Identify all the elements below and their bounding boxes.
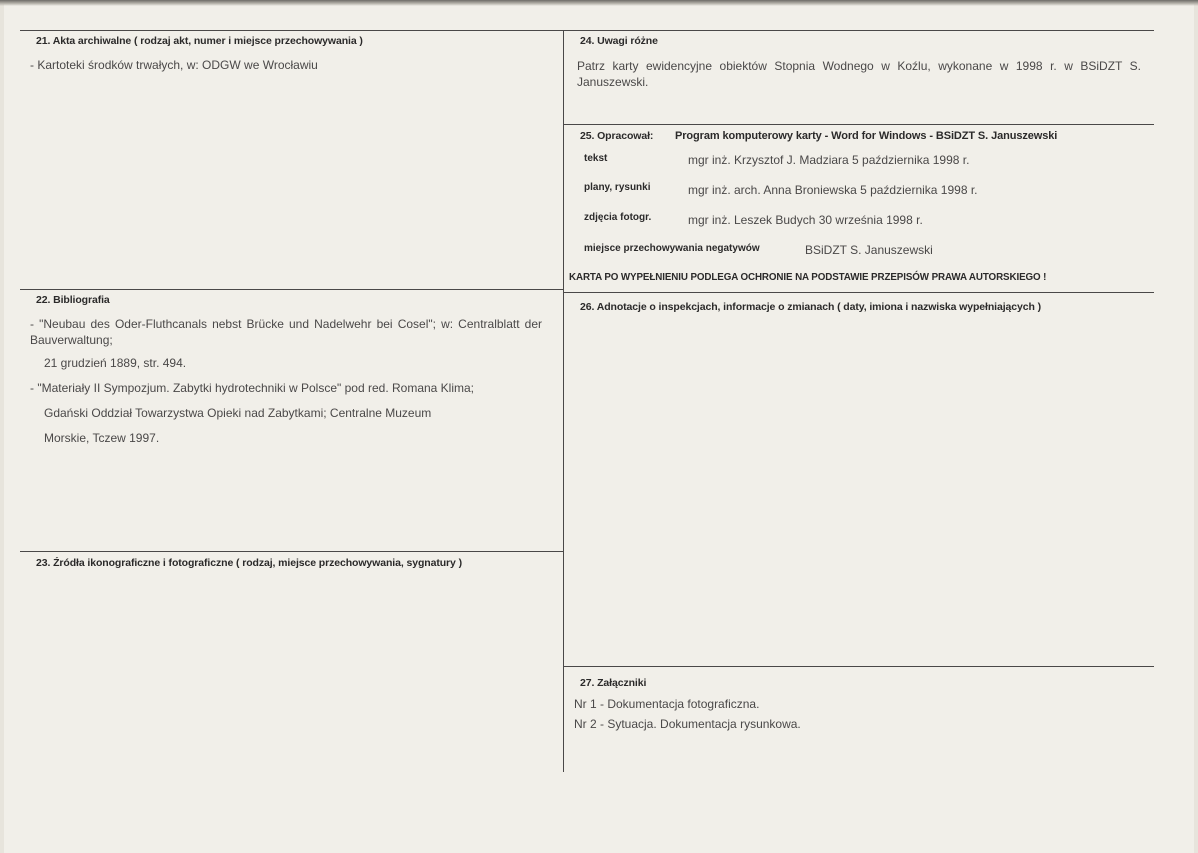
- section-24-header: 24. Uwagi różne: [580, 35, 658, 47]
- divider-21-22: [20, 289, 563, 290]
- author-value-text: mgr inż. Krzysztof J. Madziara 5 października 1998 r.: [688, 153, 970, 167]
- author-value-photos: mgr inż. Leszek Budych 30 września 1998 r.: [688, 213, 923, 227]
- section-27-header: 27. Załączniki: [580, 677, 647, 689]
- bibliography-item-1-date: 21 grudzień 1889, str. 494.: [44, 356, 187, 370]
- author-value-drawings: mgr inż. arch. Anna Broniewska 5 października 1998 r.: [688, 183, 978, 197]
- divider-22-23: [20, 551, 563, 552]
- divider-25-26: [563, 292, 1154, 293]
- section-25-header-value: Program komputerowy karty - Word for Windows - BSiDZT S. Januszewski: [675, 130, 1058, 142]
- section-21-header: 21. Akta archiwalne ( rodzaj akt, numer i miejsce przechowywania ): [36, 35, 363, 47]
- negatives-location-label: miejsce przechowywania negatywów: [584, 243, 760, 254]
- bibliography-item-2-publisher: Gdański Oddział Towarzystwa Opieki nad Zabytkami; Centralne Muzeum: [44, 406, 432, 420]
- author-label-text: tekst: [584, 153, 608, 164]
- attachment-1: Nr 1 - Dokumentacja fotograficzna.: [574, 697, 760, 711]
- copyright-notice: KARTA PO WYPEŁNIENIU PODLEGA OCHRONIE NA PODSTAWIE PRZEPISÓW PRAWA AUTORSKIEGO !: [569, 272, 1047, 283]
- section-24-text: Patrz karty ewidencyjne obiektów Stopnia Wodnego w Koźlu, wykonane w 1998 r. w BSiDZT S. Januszewski.: [577, 59, 1141, 89]
- section-26-header: 26. Adnotacje o inspekcjach, informacje o zmianach ( daty, imiona i nazwiska wypełniających ): [580, 301, 1042, 313]
- bibliography-item-2-place: Morskie, Tczew 1997.: [44, 431, 160, 445]
- column-divider: [563, 30, 564, 772]
- section-21-line: - Kartoteki środków trwałych, w: ODGW we Wrocławiu: [30, 58, 318, 72]
- scan-edge-shadow: [0, 0, 1198, 6]
- section-23-header: 23. Źródła ikonograficzne i fotograficzne ( rodzaj, miejsce przechowywania, sygnatury ): [36, 557, 462, 569]
- author-label-drawings: plany, rysunki: [584, 182, 651, 193]
- top-border-line: [20, 30, 1154, 31]
- bibliography-item-2: - "Materiały II Sympozjum. Zabytki hydrotechniki w Polsce" pod red. Romana Klima;: [30, 381, 475, 395]
- divider-26-27: [563, 666, 1154, 667]
- bibliography-item-1: - "Neubau des Oder-Fluthcanals nebst Brücke und Nadelwehr bei Cosel"; w: Centralblatt der Bauverwaltung;: [30, 317, 542, 347]
- section-22-header: 22. Bibliografia: [36, 294, 110, 306]
- attachment-2: Nr 2 - Sytuacja. Dokumentacja rysunkowa.: [574, 717, 801, 731]
- section-25-header-label: 25. Opracował:: [580, 130, 654, 142]
- negatives-location-value: BSiDZT S. Januszewski: [805, 243, 933, 257]
- author-label-photos: zdjęcia fotogr.: [584, 212, 652, 223]
- divider-24-25: [563, 124, 1154, 125]
